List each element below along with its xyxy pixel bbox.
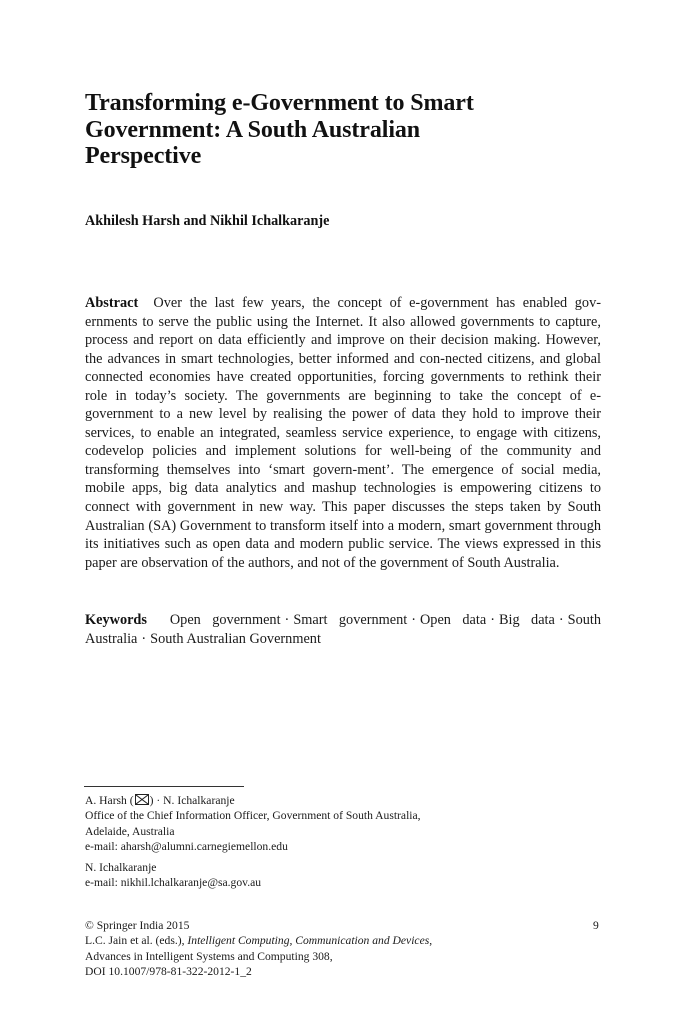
abstract-label: Abstract <box>85 295 139 311</box>
abstract-line: experience, to engage with citizens, codevelop policies and implement solutions for <box>85 424 601 460</box>
affiliation-block <box>85 793 605 855</box>
affiliation-authors: A. Harsh ( ) · N. Ichalkaranje <box>85 794 235 807</box>
abstract-line: nected citizens, and global connected economies have created opportunities, <box>85 350 601 386</box>
doi-line: DOI 10.1007/978-81-322-2012-1_2 <box>85 965 252 979</box>
keywords-label: Keywords <box>85 612 147 628</box>
keyword-separator: · <box>284 612 290 628</box>
keyword-separator: · <box>141 630 147 647</box>
abstract-line: Over the last few years, the concept of e-government has enabled gov- <box>153 295 601 311</box>
keyword: Open data <box>419 612 487 628</box>
series-line: Advances in Intelligent Systems and Computing 308, <box>85 949 333 963</box>
abstract-line: beginning to take the concept of e-government to a new level by realising the power <box>85 387 602 423</box>
author-2-name-repeat: N. Ichalkaranje <box>85 860 157 874</box>
paper-title <box>85 90 585 170</box>
abstract-line: ment’. The emergence of social media, mobile apps, big data analytics and mashup <box>85 461 601 497</box>
keyword-separator: · <box>411 612 416 628</box>
abstract-line: making. However, the advances in smart technologies, better informed and con- <box>85 332 602 367</box>
abstract-line: modern public service. The views expressed in this paper are observation of the <box>85 536 602 571</box>
author-1-name: A. Harsh <box>85 794 127 807</box>
keywords <box>85 611 601 648</box>
affiliation-office: Office of the Chief Information Officer, Government of South Australia, <box>85 809 421 823</box>
abstract-line: ernments to serve the public using the Internet. It also allowed governments to <box>85 313 551 330</box>
author-2-name: N. Ichalkaranje <box>163 794 235 807</box>
book-title-punctuation: , <box>429 934 433 948</box>
publication-imprint <box>85 918 605 980</box>
editors: L.C. Jain et al. (eds.), <box>85 934 185 948</box>
author-2-email: e-mail: nikhil.lchalkaranje@sa.gov.au <box>85 876 262 890</box>
second-author-block <box>85 860 605 891</box>
keyword: Smart government <box>293 612 408 628</box>
keyword: Big data <box>498 612 555 628</box>
book-title: Intelligent Computing, Communication and Devices <box>187 934 430 948</box>
abstract <box>85 294 601 572</box>
abstract-line: paper discusses the steps taken by South Australian (SA) Government to transform <box>85 499 601 534</box>
footnote-divider <box>84 786 244 787</box>
title-line-3: Perspective <box>85 143 202 169</box>
author-footnote <box>85 793 605 890</box>
keyword: South Australia <box>85 612 602 647</box>
keyword-separator: · <box>558 612 564 628</box>
abstract-line: itself into a modern, smart government through its initiatives such as open data and <box>85 517 601 553</box>
copyright-line: © Springer India 2015 <box>85 919 190 932</box>
keyword: Open government <box>169 612 281 628</box>
affiliation-location: Adelaide, Australia <box>85 824 175 838</box>
envelope-icon <box>135 794 149 805</box>
keyword: South Australian Government <box>150 630 321 647</box>
abstract-line: authors, and not of the government of South Australia. <box>248 554 560 571</box>
citation-line <box>85 933 605 948</box>
abstract-line: technologies is empowering citizens to connect with government in new way. This <box>85 480 602 516</box>
abstract-line: forcing governments to rethink their role in today’s society. The governments are <box>85 369 601 404</box>
page-number: 9 <box>593 919 599 932</box>
title-line-2: Government: A South Australian <box>85 116 421 143</box>
author-list: Akhilesh Harsh and Nikhil Ichalkaranje <box>85 213 330 229</box>
abstract-line: well-being of the community and transforming themselves into ‘smart govern- <box>85 443 601 478</box>
abstract-line: capture, process and report on data efficiently and improve on their decision <box>85 313 601 349</box>
title-line-1: Transforming e-Government to Smart <box>85 90 474 116</box>
abstract-line: of data they hold to improve their services, to enable an integrated, seamless service <box>85 406 602 441</box>
author-separator: · <box>156 794 161 807</box>
keyword-separator: · <box>490 612 495 628</box>
author-1-email: e-mail: aharsh@alumni.carnegiemellon.edu <box>85 840 288 854</box>
